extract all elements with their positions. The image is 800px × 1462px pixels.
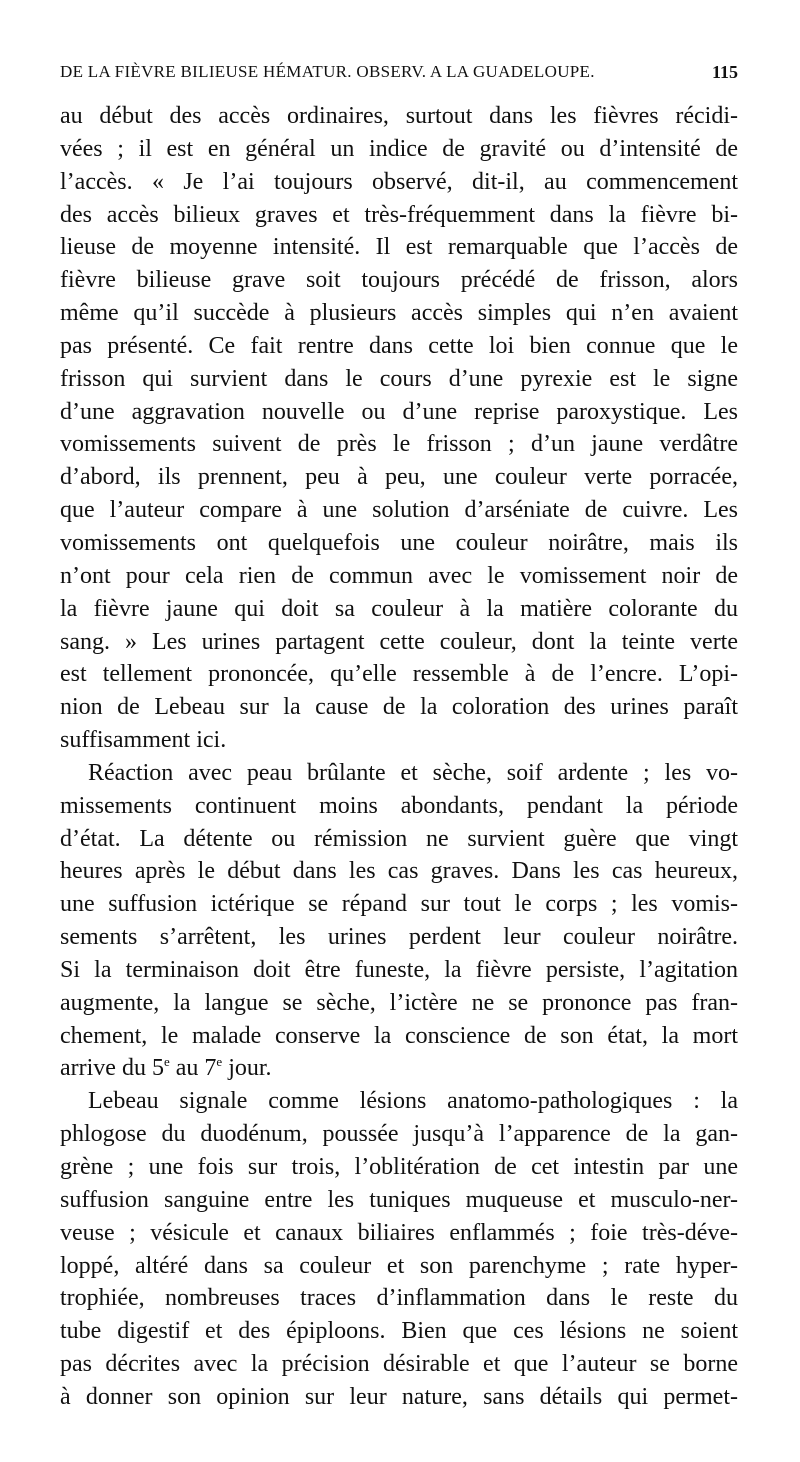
text-line: sang. » Les urines partagent cette couleur, dont la teinte verte — [60, 628, 738, 655]
text-line: Réaction avec peau brûlante et sèche, soif ardente ; les vo- — [88, 759, 738, 786]
text-line: une suffusion ictérique se répand sur tout le corps ; les vomis- — [60, 891, 738, 918]
text-line: l’accès. « Je l’ai toujours observé, dit-il, au commencement — [60, 168, 738, 195]
text-fragment: arrive du 5 — [60, 1055, 164, 1082]
text-line: est tellement prononcée, qu’elle ressemble à de l’encre. L’opi- — [60, 661, 738, 688]
text-fragment: jour. — [222, 1055, 272, 1082]
text-line: vomissements ont quelquefois une couleur noirâtre, mais ils — [60, 529, 738, 556]
superscript: e — [216, 1054, 223, 1070]
running-head — [60, 62, 738, 90]
text-line: chement, le malade conserve la conscience de son état, la mort — [60, 1022, 738, 1049]
superscript: e — [163, 1054, 170, 1070]
text-line: des accès bilieux graves et très-fréquemment dans la fièvre bi- — [60, 201, 738, 228]
text-line: pas présenté. Ce fait rentre dans cette loi bien connue que le — [60, 332, 738, 359]
text-line: d’une aggravation nouvelle ou d’une reprise paroxystique. Les — [60, 398, 738, 425]
text-line: même qu’il succède à plusieurs accès simples qui n’en avaient — [60, 300, 738, 327]
body-text — [60, 100, 738, 1414]
text-line: tube digestif et des épiploons. Bien que ces lésions ne soient — [60, 1318, 738, 1345]
text-line: pas décrites avec la précision désirable et que l’auteur se borne — [60, 1351, 738, 1378]
text-line: augmente, la langue se sèche, l’ictère ne se prononce pas fran- — [60, 989, 738, 1016]
text-line: heures après le début dans les cas graves. Dans les cas heureux, — [60, 858, 738, 885]
text-line: suffusion sanguine entre les tuniques muqueuse et musculo-ner- — [60, 1186, 738, 1213]
text-line: d’état. La détente ou rémission ne survient guère que vingt — [60, 825, 738, 852]
text-line: sements s’arrêtent, les urines perdent leur couleur noirâtre. — [60, 924, 738, 951]
text-line: lieuse de moyenne intensité. Il est remarquable que l’accès de — [60, 234, 738, 261]
text-line: vées ; il est en général un indice de gravité ou d’intensité de — [60, 135, 738, 162]
text-line-with-superscripts — [60, 1052, 738, 1085]
running-title: DE LA FIÈVRE BILIEUSE HÉMATUR. OBSERV. A LA GUADELOUPE. — [60, 62, 595, 81]
text-line: grène ; une fois sur trois, l’oblitération de cet intestin par une — [60, 1154, 738, 1180]
text-line: d’abord, ils prennent, peu à peu, une couleur verte porracée, — [60, 464, 738, 491]
text-line: la fièvre jaune qui doit sa couleur à la matière colorante du — [60, 595, 738, 622]
text-line: Si la terminaison doit être funeste, la fièvre persiste, l’agitation — [60, 956, 738, 983]
text-line: missements continuent moins abondants, pendant la période — [60, 792, 738, 819]
text-line: fièvre bilieuse grave soit toujours précédé de frisson, alors — [60, 267, 738, 294]
text-line: nion de Lebeau sur la cause de la coloration des urines paraît — [60, 694, 738, 721]
text-line: au début des accès ordinaires, surtout dans les fièvres récidi- — [60, 103, 738, 129]
text-line: trophiée, nombreuses traces d’inflammation dans le reste du — [60, 1285, 738, 1312]
text-fragment: au 7 — [169, 1055, 217, 1082]
page-number: 115 — [711, 62, 738, 82]
text-line: n’ont pour cela rien de commun avec le vomissement noir de — [60, 562, 738, 589]
text-line: phlogose du duodénum, poussée jusqu’à l’apparence de la gan- — [60, 1121, 738, 1148]
text-line: vomissements suivent de près le frisson ; d’un jaune verdâtre — [60, 431, 738, 458]
text-line: suffisamment ici. — [60, 727, 227, 754]
text-line: veuse ; vésicule et canaux biliaires enflammés ; foie très-déve- — [60, 1219, 738, 1246]
text-line: loppé, altéré dans sa couleur et son parenchyme ; rate hyper- — [60, 1252, 738, 1279]
text-line: que l’auteur compare à une solution d’arséniate de cuivre. Les — [60, 497, 738, 524]
text-line: Lebeau signale comme lésions anatomo-pathologiques : la — [88, 1088, 738, 1115]
text-line: frisson qui survient dans le cours d’une pyrexie est le signe — [60, 365, 738, 392]
text-line: à donner son opinion sur leur nature, sans détails qui permet- — [60, 1383, 738, 1410]
